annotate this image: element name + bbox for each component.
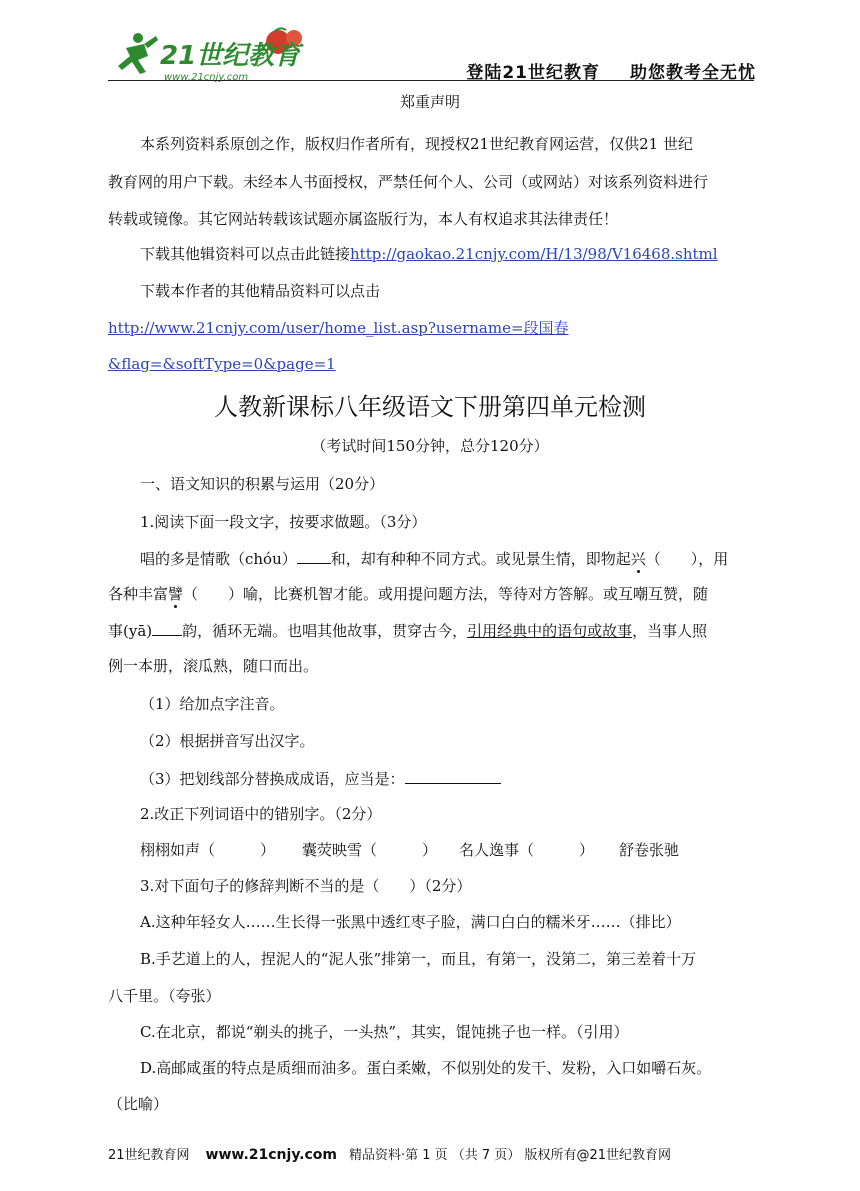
footer-site: 21世纪教育网 [108,1148,190,1163]
passage-text: 各种丰富 [108,585,169,603]
notice-paragraph-line: 转载或镜像。其它网站转载该试题亦属盗版行为，本人有权追求其法律责任！ [108,210,619,228]
question-1-passage-line [108,584,758,604]
answer-blank [405,768,501,784]
logo-text: 21世纪教育 [160,41,301,71]
word-item: 舒卷张驰 [619,841,680,859]
passage-text: ，当事人照 [632,622,708,640]
slogan-right: 助您教考全无忧 [630,63,756,83]
option-b-cont: 八千里。（夸张） [108,987,221,1005]
dotted-character: 兴 [630,550,646,568]
question-2-items [140,840,760,860]
subquestion: （1）给加点字注音。 [140,695,285,713]
section-heading: 一、语文知识的积累与运用（20分） [140,475,385,493]
passage-text: 事(yā) [108,622,153,640]
page-footer [108,1144,671,1163]
logo-url-text: www.21cnjy.com [164,72,249,83]
dotted-character: 譬 [168,585,184,603]
download-line [140,244,760,264]
author-link-part1[interactable]: http://www.21cnjy.com/user/home_list.asp?username=段国春 [108,319,569,337]
subquestion: （2）根据拼音写出汉字。 [140,732,315,750]
passage-text: 唱的多是情歌（chóu） [140,550,297,568]
notice-paragraph-line: 教育网的用户下载。未经本人书面授权，严禁任何个人、公司（或网站）对该系列资料进行 [108,173,709,191]
passage-text: （ ）喻，比赛机智才能。或用提问题方法，等待对方答解。或互嘲互赞，随 [183,585,709,603]
download-text: 下载其他辑资料可以点击此链接 [140,245,351,263]
question-3-stem: 3.对下面句子的修辞判断不当的是（ ）（2分） [140,877,472,895]
author-link-part2[interactable]: &flag=&softType=0&page=1 [108,355,336,373]
subquestion: （3）把划线部分替换成成语，应当是： [140,770,405,788]
author-link-line [108,318,758,338]
word-item: 囊荧映雪（ ） [302,841,438,859]
question-1-passage-line [108,620,758,641]
notice-paragraph-line: 本系列资料系原创之作，版权归作者所有，现授权21世纪教育网运营，仅供21 世纪 [140,135,693,153]
answer-blank [152,620,182,636]
passage-text: 和，却有种种不同方式。或见景生情，即物起 [330,550,631,568]
exam-subtitle: （考试时间150分钟，总分120分） [311,437,549,455]
site-logo [108,26,318,84]
passage-text: （ ），用 [645,550,729,568]
option-d-cont: （比喻） [108,1095,169,1113]
author-link-line [108,354,758,374]
slogan-left: 登陆21世纪教育 [466,63,600,83]
question-1-passage-line [140,548,760,569]
footer-web: www.21cnjy.com [205,1147,337,1163]
option-d: D.高邮咸蛋的特点是质细而油多。蛋白柔嫩，不似别处的发干、发粉，入口如嚼石灰。 [140,1059,712,1077]
answer-blank [297,548,331,564]
question-1-passage-line: 例一本册，滚瓜熟，随口而出。 [108,657,319,675]
option-a: A.这种年轻女人……生长得一张黑中透红枣子脸，满口白白的糯米牙……（排比） [140,913,681,931]
word-item: 栩栩如声（ ） [140,841,276,859]
author-download-text: 下载本作者的其他精品资料可以点击 [140,282,381,300]
footer-page-info: 精品资料·第 1 页 （共 7 页） 版权所有@21世纪教育网 [348,1148,671,1163]
notice-title: 郑重声明 [399,93,460,111]
word-item: 名人逸事（ ） [459,841,595,859]
passage-text: 韵，循环无端。也唱其他故事，贯穿古今， [182,622,468,640]
option-b: B.手艺道上的人，捏泥人的“泥人张”排第一，而且，有第一，没第二，第三差着十万 [140,950,697,968]
subquestion-line [140,768,760,789]
header-divider [108,80,754,81]
option-c: C.在北京，都说“剃头的挑子，一头热”，其实，馄饨挑子也一样。（引用） [140,1023,629,1041]
download-link[interactable]: http://gaokao.21cnjy.com/H/13/98/V16468.shtml [350,245,718,263]
exam-title: 人教新课标八年级语文下册第四单元检测 [214,393,646,421]
underlined-phrase: 引用经典中的语句或故事 [467,622,633,640]
question-1-stem: 1.阅读下面一段文字，按要求做题。（3分） [140,513,427,531]
question-2-stem: 2.改正下列词语中的错别字。（2分） [140,805,382,823]
